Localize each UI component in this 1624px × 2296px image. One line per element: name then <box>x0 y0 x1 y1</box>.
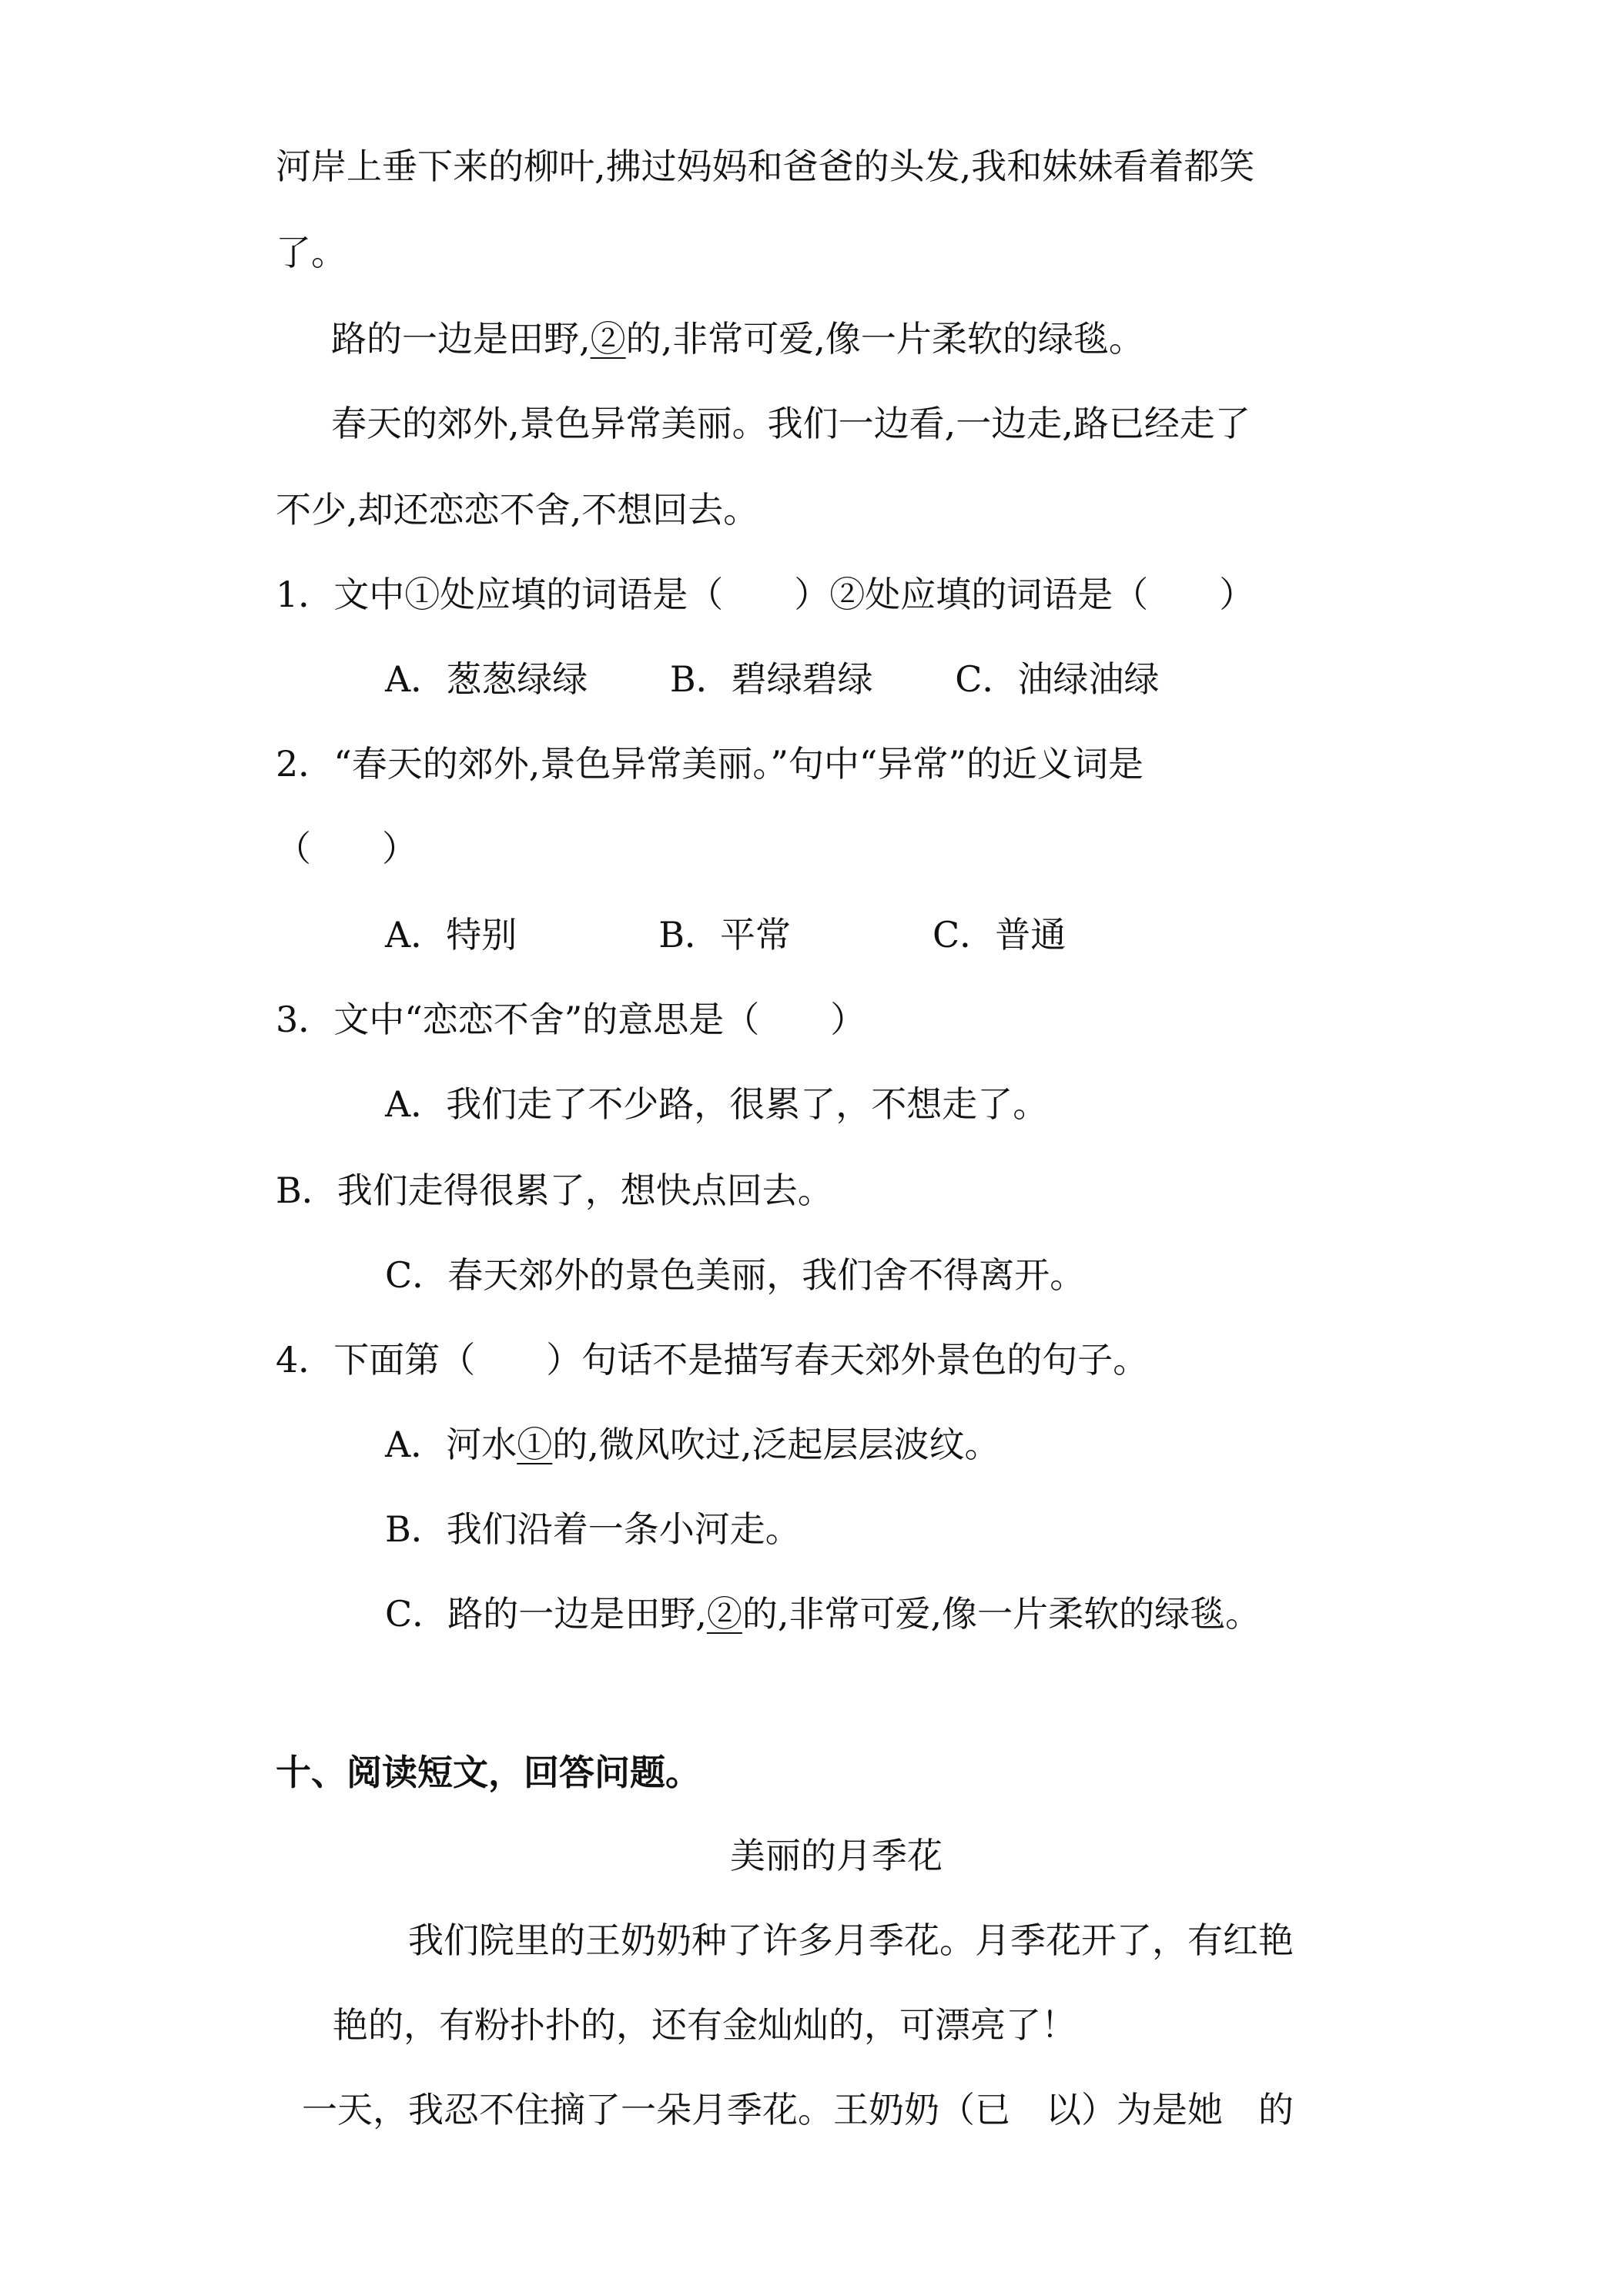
question-1-stem: 1．文中①处应填的词语是（ ）②处应填的词语是（ ） <box>276 574 1255 615</box>
passage-line: 河岸上垂下来的柳叶,拂过妈妈和爸爸的头发,我和妹妹看着都笑 <box>276 146 1255 187</box>
question-2-options: A．特别 B．平常 C．普通 <box>385 914 1066 956</box>
passage-line: 一天，我忍不住摘了一朵月季花。王奶奶（已 以）为是她 的 <box>302 2089 1294 2130</box>
passage-line: 春天的郊外,景色异常美丽。我们一边看,一边走,路已经走了 <box>331 403 1251 444</box>
question-2-stem-cont: （ ） <box>276 828 417 869</box>
question-4-option-c: C．路的一边是田野,②的,非常可爱,像一片柔软的绿毯。 <box>385 1593 1261 1635</box>
passage-line: 不少,却还恋恋不舍,不想回去。 <box>276 489 759 530</box>
question-3-option-c: C．春天郊外的景色美丽，我们舍不得离开。 <box>385 1254 1086 1296</box>
passage-line: 艳的，有粉扑扑的，还有金灿灿的，可漂亮了！ <box>333 2004 1077 2046</box>
question-2-stem: 2．“春天的郊外,景色异常美丽。”句中“异常”的近义词是 <box>276 743 1143 785</box>
question-4-option-a: A．河水①的,微风吹过,泛起层层波纹。 <box>385 1424 1000 1465</box>
passage-line: 了。 <box>276 232 347 273</box>
blank-1: ① <box>517 1424 553 1465</box>
passage-line: 路的一边是田野,②的,非常可爱,像一片柔软的绿毯。 <box>331 318 1144 360</box>
section-heading: 十、阅读短文，回答问题。 <box>276 1752 701 1793</box>
blank-2: ② <box>590 318 626 360</box>
blank-2: ② <box>706 1593 742 1635</box>
question-4-option-b: B．我们沿着一条小河走。 <box>385 1508 801 1550</box>
passage-line: 我们院里的王奶奶种了许多月季花。月季花开了，有红艳 <box>408 1919 1294 1961</box>
passage-title: 美丽的月季花 <box>730 1835 943 1876</box>
question-3-option-b: B．我们走得很累了，想快点回去。 <box>276 1170 833 1211</box>
question-3-option-a: A．我们走了不少路，很累了，不想走了。 <box>385 1083 1049 1125</box>
question-4-stem: 4．下面第（ ）句话不是描写春天郊外景色的句子。 <box>276 1339 1149 1381</box>
question-1-options: A．葱葱绿绿 B．碧绿碧绿 C．油绿油绿 <box>385 658 1160 700</box>
question-3-stem: 3．文中“恋恋不舍”的意思是（ ） <box>276 999 866 1040</box>
